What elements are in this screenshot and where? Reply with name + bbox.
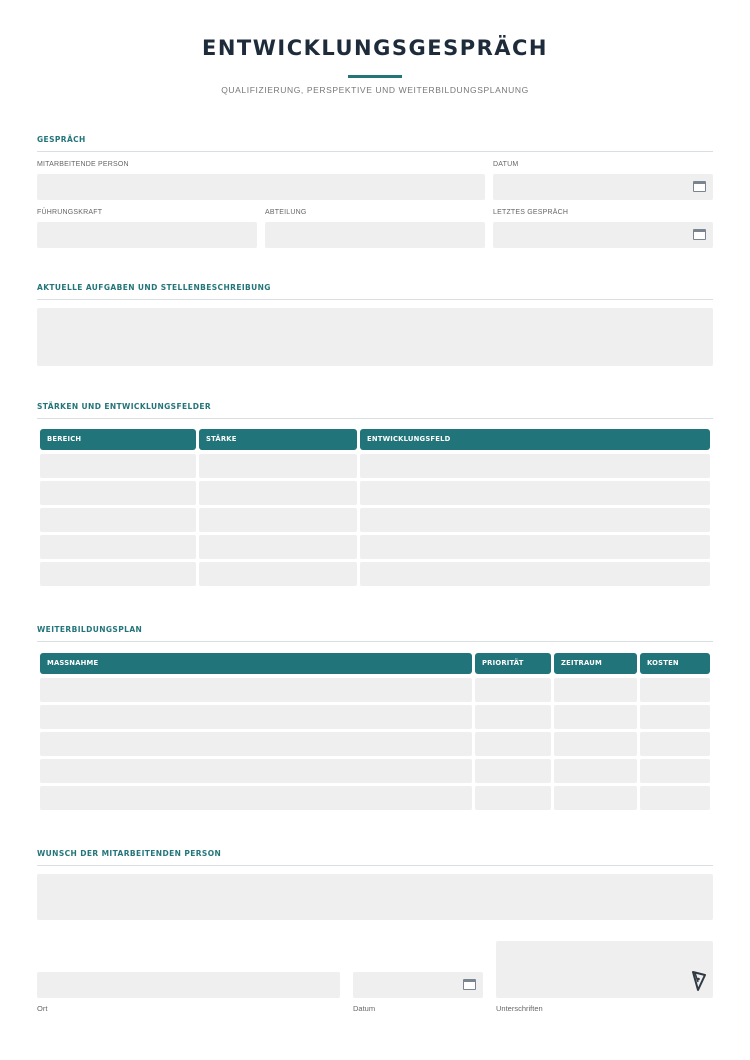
section-title-gespraech: GESPRÄCH xyxy=(37,135,86,144)
page-title: ENTWICKLUNGSGESPRÄCH xyxy=(201,36,549,60)
section-divider xyxy=(37,418,713,419)
calendar-icon[interactable] xyxy=(693,229,706,240)
mitarbeitende-person-field[interactable] xyxy=(37,174,485,200)
table-cell[interactable] xyxy=(40,732,472,756)
table-cell[interactable] xyxy=(475,732,551,756)
label-datum: DATUM xyxy=(493,161,519,168)
abteilung-field[interactable] xyxy=(265,222,485,248)
table-cell[interactable] xyxy=(640,786,710,810)
table-cell[interactable] xyxy=(40,454,196,478)
calendar-icon[interactable] xyxy=(693,181,706,192)
label-mitarbeitende-person: MITARBEITENDE PERSON xyxy=(37,161,129,168)
section-title-staerken: STÄRKEN UND ENTWICKLUNGSFELDER xyxy=(37,402,212,411)
signature-datum-field[interactable] xyxy=(353,972,483,998)
table-cell[interactable] xyxy=(640,759,710,783)
table-cell[interactable] xyxy=(199,562,357,586)
table-cell[interactable] xyxy=(475,678,551,702)
label-letztes-gespraech: LETZTES GESPRÄCH xyxy=(493,209,569,216)
datum-field[interactable] xyxy=(493,174,713,200)
table-cell[interactable] xyxy=(40,508,196,532)
label-unterschriften: Unterschriften xyxy=(496,1004,543,1013)
pen-nib-icon xyxy=(691,970,707,992)
label-fuehrungskraft: FÜHRUNGSKRAFT xyxy=(37,209,103,216)
table-cell[interactable] xyxy=(475,786,551,810)
column-header-massnahme: MASSNAHME xyxy=(40,653,472,674)
section-divider xyxy=(37,865,713,866)
table-cell[interactable] xyxy=(40,759,472,783)
column-header-entwicklungsfeld: ENTWICKLUNGSFELD xyxy=(360,429,710,450)
section-divider xyxy=(37,299,713,300)
section-divider xyxy=(37,641,713,642)
table-cell[interactable] xyxy=(199,481,357,505)
aufgaben-textarea[interactable] xyxy=(37,308,713,366)
wunsch-textarea[interactable] xyxy=(37,874,713,920)
column-header-staerke: STÄRKE xyxy=(199,429,357,450)
table-cell[interactable] xyxy=(360,508,710,532)
table-cell[interactable] xyxy=(360,454,710,478)
label-ort: Ort xyxy=(37,1004,48,1013)
section-divider xyxy=(37,151,713,152)
table-cell[interactable] xyxy=(40,481,196,505)
section-title-weiterbildung: WEITERBILDUNGSPLAN xyxy=(37,625,143,634)
table-cell[interactable] xyxy=(554,786,637,810)
table-cell[interactable] xyxy=(554,678,637,702)
table-cell[interactable] xyxy=(360,535,710,559)
table-cell[interactable] xyxy=(40,678,472,702)
title-underline xyxy=(348,75,402,78)
table-cell[interactable] xyxy=(554,732,637,756)
table-cell[interactable] xyxy=(554,759,637,783)
letztes-gespraech-field[interactable] xyxy=(493,222,713,248)
ort-field[interactable] xyxy=(37,972,340,998)
table-cell[interactable] xyxy=(640,678,710,702)
calendar-icon[interactable] xyxy=(463,979,476,990)
table-cell[interactable] xyxy=(40,562,196,586)
column-header-prioritaet: PRIORITÄT xyxy=(475,653,551,674)
section-title-aufgaben: AKTUELLE AUFGABEN UND STELLENBESCHREIBUNG xyxy=(37,283,271,292)
weiterbildung-table xyxy=(40,653,710,813)
table-cell[interactable] xyxy=(475,705,551,729)
table-cell[interactable] xyxy=(640,705,710,729)
section-title-wunsch: WUNSCH DER MITARBEITENDEN PERSON xyxy=(37,849,222,858)
page-subtitle: QUALIFIZIERUNG, PERSPEKTIVE UND WEITERBILDUNGSPLANUNG xyxy=(221,85,529,95)
table-cell[interactable] xyxy=(40,786,472,810)
table-cell[interactable] xyxy=(554,705,637,729)
column-header-zeitraum: ZEITRAUM xyxy=(554,653,637,674)
table-cell[interactable] xyxy=(360,562,710,586)
table-cell[interactable] xyxy=(199,535,357,559)
label-abteilung: ABTEILUNG xyxy=(265,209,307,216)
table-cell[interactable] xyxy=(40,535,196,559)
column-header-bereich: BEREICH xyxy=(40,429,196,450)
table-cell[interactable] xyxy=(199,454,357,478)
label-datum: Datum xyxy=(353,1004,376,1013)
table-cell[interactable] xyxy=(475,759,551,783)
table-cell[interactable] xyxy=(640,732,710,756)
staerken-table xyxy=(40,429,710,589)
table-cell[interactable] xyxy=(360,481,710,505)
table-cell[interactable] xyxy=(199,508,357,532)
column-header-kosten: KOSTEN xyxy=(640,653,710,674)
fuehrungskraft-field[interactable] xyxy=(37,222,257,248)
table-cell[interactable] xyxy=(40,705,472,729)
signature-field[interactable] xyxy=(496,941,713,998)
